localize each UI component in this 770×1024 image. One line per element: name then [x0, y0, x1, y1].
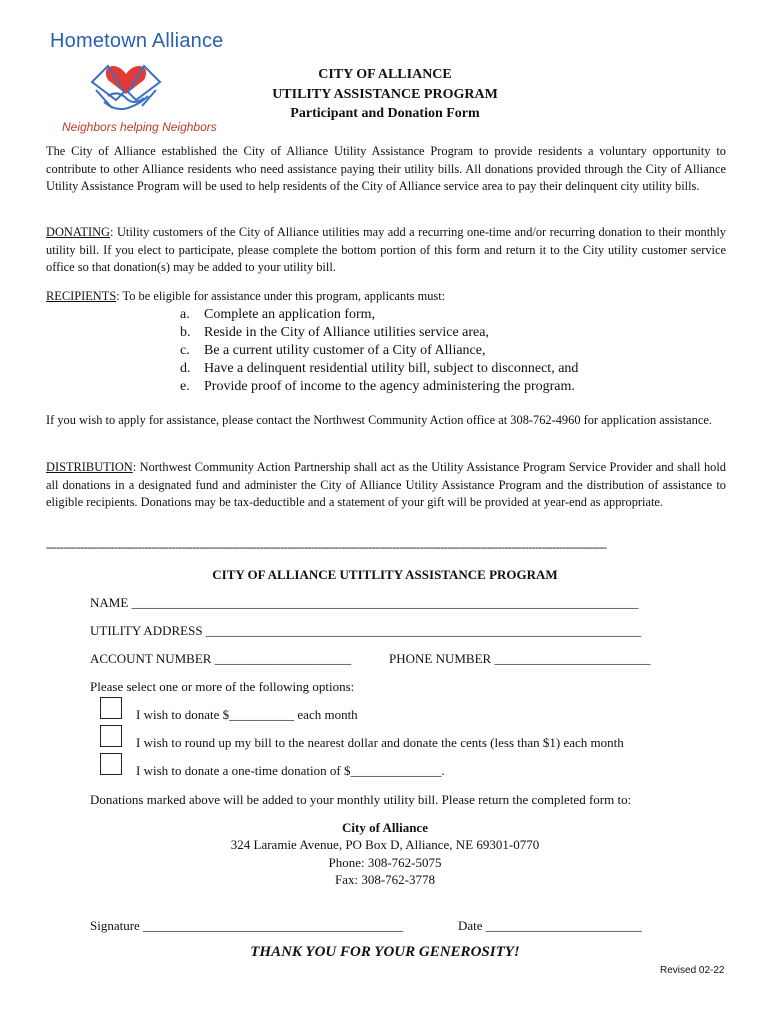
signature-field[interactable]: Signature ________________________________________ — [90, 918, 404, 933]
address-name: City of Alliance — [342, 820, 428, 835]
option-monthly-checkbox[interactable] — [100, 697, 122, 719]
revised-note: Revised 02-22 — [660, 965, 725, 976]
address-fax: Fax: 308-762-3778 — [334, 872, 436, 887]
select-prompt: Please select one or more of the following options: — [90, 679, 355, 694]
apply-paragraph: If you wish to apply for assistance, please contact the Northwest Community Action office at 308-762-4960 for application assistance. — [46, 413, 712, 427]
option-monthly-label: I wish to donate $__________ each month — [136, 707, 358, 722]
distribution-text: : Northwest Community Action Partnership shall act as the Utility Assistance Program Service Provider and shall hold all donations in a designated fund and administer the City of Alliance Utility Assistance Program and the distribution of assistance to eligible recipients. Donations may be tax-deductible and a statement of your gift will be provided at year-end as appropriate. — [46, 460, 726, 510]
name-field[interactable]: NAME ______________________________________________________________________________ — [90, 595, 639, 610]
option-onetime-checkbox[interactable] — [100, 753, 122, 775]
thanks-message: THANK YOU FOR YOUR GENEROSITY! — [250, 944, 520, 960]
option-roundup-label: I wish to round up my bill to the nearest dollar and donate the cents (less than $1) each month — [136, 735, 624, 750]
header-form-title: Participant and Donation Form — [290, 106, 480, 121]
intro-paragraph: The City of Alliance established the City of Alliance Utility Assistance Program to provide residents a voluntary opportunity to contribute to other Alliance residents who need assistance paying their utility bills. All donations provided through the City of Alliance Utility Assistance Program will be used to help residents of the City of Alliance service area to pay their delinquent city utility bills. — [46, 144, 726, 194]
list-item: d. Have a delinquent residential utility bill, subject to disconnect, and — [180, 361, 579, 376]
option-roundup-checkbox[interactable] — [100, 725, 122, 747]
recipients-text: : To be eligible for assistance under this program, applicants must: — [116, 289, 446, 303]
recipients-paragraph — [46, 288, 726, 306]
logo-title: Hometown Alliance — [50, 30, 224, 52]
address-phone: Phone: 308-762-5075 — [328, 855, 442, 870]
list-item: b. Reside in the City of Alliance utilities service area, — [180, 325, 489, 340]
header-program: UTILITY ASSISTANCE PROGRAM — [272, 87, 498, 102]
donating-label: DONATING — [46, 225, 111, 239]
list-item: a. Complete an application form, — [180, 307, 376, 322]
donating-paragraph — [46, 224, 726, 277]
logo-tagline: Neighbors helping Neighbors — [62, 120, 217, 134]
return-note: Donations marked above will be added to your monthly utility bill. Please return the completed form to: — [90, 792, 632, 807]
account-number-field[interactable]: ACCOUNT NUMBER _____________________ — [90, 651, 352, 666]
option-onetime-label: I wish to donate a one-time donation of $______________. — [136, 763, 445, 778]
distribution-paragraph — [46, 459, 726, 512]
cut-line: --------------------------------------------------------------------------------------------------------------------------------------------------------------------- — [46, 540, 607, 554]
utility-address-field[interactable]: UTILITY ADDRESS ___________________________________________________________________ — [90, 623, 642, 638]
list-item: e. Provide proof of income to the agency administering the program. — [180, 379, 575, 394]
phone-number-field[interactable]: PHONE NUMBER ________________________ — [389, 651, 651, 666]
form-title: CITY OF ALLIANCE UTITLITY ASSISTANCE PROGRAM — [212, 567, 558, 582]
eligibility-list — [180, 306, 578, 396]
recipients-label: RECIPIENTS — [46, 289, 117, 303]
header-city: CITY OF ALLIANCE — [318, 67, 452, 82]
donating-text: : Utility customers of the City of Alliance utilities may add a recurring one-time and/or recurring donation to their monthly utility bill. If you elect to participate, please complete the bottom portion of this form and return it to the City utility customer service office so that donation(s) may be added to your utility bill. — [46, 225, 726, 275]
list-item: c. Be a current utility customer of a City of Alliance, — [180, 343, 486, 358]
date-field[interactable]: Date ________________________ — [458, 918, 642, 933]
distribution-label: DISTRIBUTION — [46, 460, 133, 474]
address-street: 324 Laramie Avenue, PO Box D, Alliance, NE 69301-0770 — [230, 837, 540, 852]
